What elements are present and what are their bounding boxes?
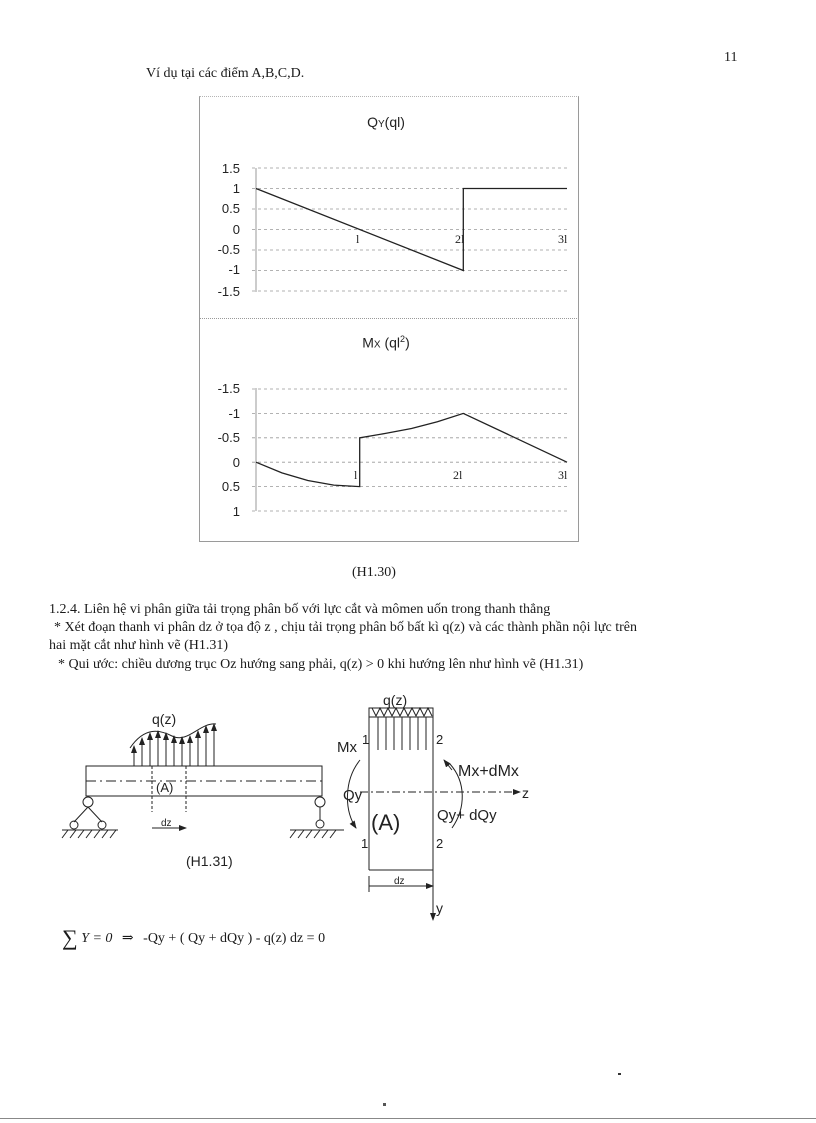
bullet2: * Qui ước: chiều dương trục Oz hướng sang phải, q(z) > 0 khi hướng lên như hình vẽ (H1.31)	[58, 657, 584, 672]
chart2-title-rest-a: (ql	[380, 334, 401, 351]
chart1-xlabel: 3l	[558, 232, 568, 246]
figure-qz-right: q(z)	[383, 692, 408, 708]
chart1-ytick: -1	[228, 262, 240, 277]
figure-A-right: (A)	[371, 810, 401, 835]
figure-node-2-bottom: 2	[436, 836, 444, 851]
figure-Mx: Mx	[337, 739, 357, 756]
intro-text: Ví dụ tại các điểm A,B,C,D.	[146, 66, 305, 81]
figure-Mx-dMx: Mx+dMx	[458, 763, 519, 780]
figure-Qy: Qy	[343, 787, 363, 804]
figure-node-2-top: 2	[436, 732, 444, 747]
figure-caption-h131: (H1.31)	[186, 853, 233, 869]
chart2-title-base: M	[362, 334, 374, 351]
chart2-ytick: -0.5	[217, 430, 240, 445]
figure-qz-left: q(z)	[152, 711, 177, 727]
bullet1-line2: hai mặt cắt như hình vẽ (H1.31)	[49, 638, 229, 653]
chart1-xlabel: 2l	[455, 232, 465, 246]
chart2-ytick: -1.5	[217, 381, 240, 396]
left-beam	[62, 724, 344, 838]
figure-node-1-top: 1	[362, 732, 370, 747]
eq-lhs: Y = 0	[81, 931, 113, 946]
chart1-ytick: -0.5	[217, 242, 240, 257]
eq-arrow: ⇒	[121, 931, 134, 946]
figure-z-axis-label: z	[522, 785, 529, 801]
chart2-xlabel: 3l	[558, 468, 568, 482]
chart1-title-rest: (ql)	[384, 114, 405, 130]
chart2-xlabel: 2l	[453, 468, 463, 482]
chart2-ytick: -1	[228, 406, 240, 421]
figure-caption-h130: (H1.30)	[352, 565, 396, 580]
scan-mark	[618, 1073, 621, 1075]
equilibrium-equation	[62, 925, 325, 951]
chart1-ytick: -1.5	[217, 284, 240, 299]
page-number: 11	[724, 50, 738, 65]
chart1-ytick: 0.5	[221, 201, 240, 216]
chart2-title-sub: X	[373, 339, 381, 351]
chart1-ytick: 1.5	[221, 161, 240, 176]
eq-rhs: -Qy + ( Qy + dQy ) - q(z) dz = 0	[143, 931, 326, 946]
chart2-ytick: 0.5	[221, 479, 240, 494]
scan-mark	[383, 1103, 386, 1106]
chart1-ytick: 0	[232, 222, 240, 237]
figure-node-1-bottom: 1	[361, 836, 369, 851]
bullet1-line1: * Xét đoạn thanh vi phân dz ở tọa độ z , chịu tải trọng phân bố bất kì q(z) và các thành phần nội lực trên	[54, 620, 637, 635]
figure-dz-right: dz	[394, 876, 405, 887]
figure-Qy-dQy: Qy+ dQy	[437, 807, 497, 824]
chart1-xlabel: l	[356, 232, 360, 246]
figure-A-left: (A)	[156, 780, 174, 795]
chart2-title-sup: 2	[400, 334, 406, 344]
figure-dz-left: dz	[161, 818, 172, 829]
chart2-ytick: 0	[232, 455, 240, 470]
chart1-title-base: Q	[367, 114, 378, 130]
bottom-rule	[0, 1118, 816, 1119]
eq-sum-symbol: ∑	[62, 925, 78, 950]
chart2-title-rest-b: )	[405, 334, 410, 351]
section-heading: 1.2.4. Liên hệ vi phân giữa tải trọng phân bố với lực cắt và mômen uốn trong thanh thẳng	[49, 602, 551, 617]
chart1-ytick: 1	[232, 181, 240, 196]
chart2-xlabel: l	[354, 468, 358, 482]
chart2-ytick: 1	[232, 504, 240, 519]
chart1-title-sub: Y	[377, 119, 385, 130]
figure-y-axis-label: y	[436, 900, 443, 916]
